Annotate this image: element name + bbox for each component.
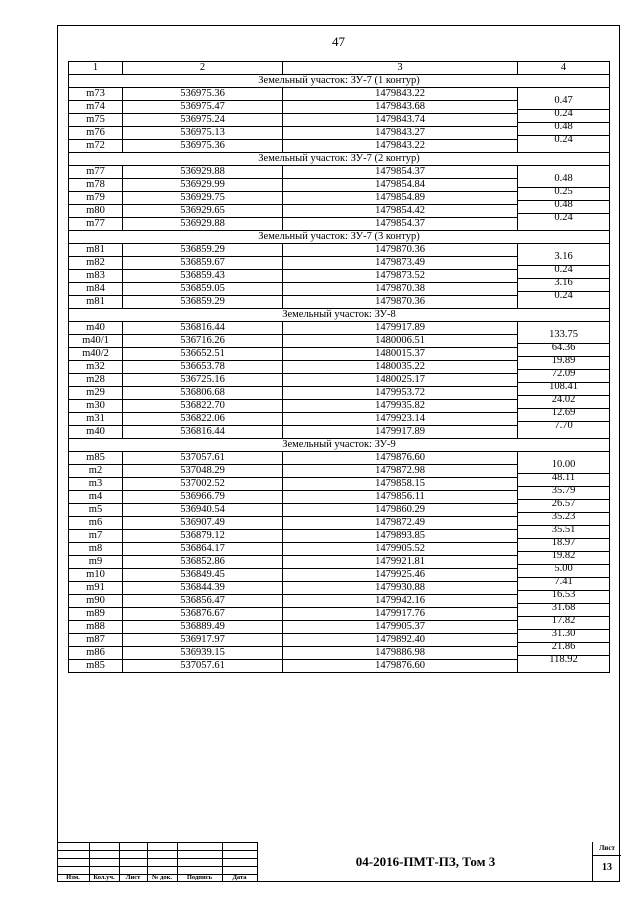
point-id: m3 [69, 478, 123, 490]
x-coordinate: 536917.97 [123, 634, 283, 646]
table-row [69, 569, 518, 582]
y-coordinate: 1479917.76 [283, 608, 518, 620]
y-coordinate: 1479854.89 [283, 192, 518, 204]
x-coordinate: 536806.68 [123, 387, 283, 399]
point-id: m9 [69, 556, 123, 568]
distance-value: 48.11 [551, 472, 576, 483]
title-block-grid [57, 842, 257, 882]
y-coordinate: 1480006.51 [283, 335, 518, 347]
y-coordinate: 1480015.37 [283, 348, 518, 360]
section-row [69, 309, 610, 322]
y-coordinate: 1479925.46 [283, 569, 518, 581]
distance-value: 0.48 [554, 173, 573, 184]
point-id: m86 [69, 647, 123, 659]
y-coordinate: 1479892.40 [283, 634, 518, 646]
x-coordinate: 536879.12 [123, 530, 283, 542]
distance-value: 10.00 [551, 459, 576, 470]
x-coordinate: 536859.05 [123, 283, 283, 295]
y-coordinate: 1479873.49 [283, 257, 518, 269]
title-block-label: Дата [232, 874, 247, 881]
point-id: m8 [69, 543, 123, 555]
table-row [69, 660, 518, 673]
y-coordinate: 1479854.42 [283, 205, 518, 217]
x-coordinate: 537057.61 [123, 452, 283, 464]
distance-value: 0.24 [554, 212, 573, 223]
section-title: Земельный участок: ЗУ-7 (2 контур) [69, 153, 610, 165]
table-row [69, 647, 518, 660]
section-row [69, 231, 610, 244]
x-coordinate: 536849.45 [123, 569, 283, 581]
y-coordinate: 1479942.16 [283, 595, 518, 607]
point-id: m40 [69, 322, 123, 334]
table-row [69, 257, 518, 270]
point-id: m84 [69, 283, 123, 295]
table-row [69, 127, 518, 140]
point-id: m72 [69, 140, 123, 152]
x-coordinate: 536716.26 [123, 335, 283, 347]
distance-value: 16.53 [551, 589, 576, 600]
point-id: m76 [69, 127, 123, 139]
y-coordinate: 1479870.38 [283, 283, 518, 295]
table-row [69, 465, 518, 478]
title-block-label: Кол.уч. [93, 874, 115, 881]
distance-value: 19.89 [551, 355, 576, 366]
distance-column [518, 322, 610, 439]
y-coordinate: 1479843.27 [283, 127, 518, 139]
x-coordinate: 536844.39 [123, 582, 283, 594]
table-row [69, 192, 518, 205]
distance-value: 24.02 [551, 394, 576, 405]
distance-value: 21.86 [551, 641, 576, 652]
table-row [69, 114, 518, 127]
table-row [69, 101, 518, 114]
table-row [69, 205, 518, 218]
y-coordinate: 1479872.49 [283, 517, 518, 529]
y-coordinate: 1479858.15 [283, 478, 518, 490]
section-title: Земельный участок: ЗУ-9 [69, 439, 610, 451]
distance-value: 3.16 [554, 277, 573, 288]
x-coordinate: 536864.17 [123, 543, 283, 555]
table-row [69, 335, 518, 348]
distance-value: 31.68 [551, 602, 576, 613]
y-coordinate: 1479843.22 [283, 88, 518, 100]
y-coordinate: 1479876.60 [283, 452, 518, 464]
distance-column [518, 166, 610, 231]
distance-value: 35.23 [551, 511, 576, 522]
page-number: 47 [332, 34, 345, 49]
section-row [69, 153, 610, 166]
y-coordinate: 1479923.14 [283, 413, 518, 425]
point-id: m90 [69, 595, 123, 607]
x-coordinate: 536939.15 [123, 647, 283, 659]
point-id: m30 [69, 400, 123, 412]
section-group [69, 244, 610, 309]
section-title: Земельный участок: ЗУ-7 (3 контур) [69, 231, 610, 243]
point-id: m2 [69, 465, 123, 477]
distance-value: 118.92 [549, 654, 578, 665]
table-row [69, 556, 518, 569]
x-coordinate: 537057.61 [123, 660, 283, 672]
header-cell: 3 [283, 62, 518, 74]
y-coordinate: 1479843.68 [283, 101, 518, 113]
header-cell: 4 [518, 62, 610, 74]
table-row [69, 426, 518, 439]
point-id: m91 [69, 582, 123, 594]
table-row [69, 244, 518, 257]
distance-value: 0.48 [554, 121, 573, 132]
distance-value: 0.25 [554, 186, 573, 197]
coordinates-table [68, 61, 610, 673]
y-coordinate: 1479893.85 [283, 530, 518, 542]
point-id: m81 [69, 244, 123, 256]
distance-value: 0.47 [554, 95, 573, 106]
section-title: Земельный участок: ЗУ-7 (1 контур) [69, 75, 610, 87]
point-id: m85 [69, 660, 123, 672]
point-id: m6 [69, 517, 123, 529]
distance-value: 35.51 [551, 524, 576, 535]
table-row [69, 400, 518, 413]
x-coordinate: 536975.36 [123, 140, 283, 152]
y-coordinate: 1479905.52 [283, 543, 518, 555]
table-row [69, 296, 518, 309]
y-coordinate: 1479873.52 [283, 270, 518, 282]
y-coordinate: 1479930.88 [283, 582, 518, 594]
sheet-label: Лист [599, 844, 615, 852]
point-id: m87 [69, 634, 123, 646]
distance-value: 64.36 [551, 342, 576, 353]
point-id: m81 [69, 296, 123, 308]
point-id: m32 [69, 361, 123, 373]
section-row [69, 439, 610, 452]
table-row [69, 413, 518, 426]
table-row [69, 517, 518, 530]
x-coordinate: 536856.47 [123, 595, 283, 607]
distance-value: 35.79 [551, 485, 576, 496]
title-block-label: № док. [151, 874, 173, 881]
x-coordinate: 536975.36 [123, 88, 283, 100]
point-id: m40/1 [69, 335, 123, 347]
x-coordinate: 536929.99 [123, 179, 283, 191]
y-coordinate: 1479860.29 [283, 504, 518, 516]
y-coordinate: 1479921.81 [283, 556, 518, 568]
point-id: m82 [69, 257, 123, 269]
y-coordinate: 1479917.89 [283, 322, 518, 334]
table-row [69, 621, 518, 634]
table-row [69, 491, 518, 504]
section-row [69, 75, 610, 88]
table-row [69, 361, 518, 374]
distance-value: 3.16 [554, 251, 573, 262]
table-row [69, 595, 518, 608]
y-coordinate: 1479854.37 [283, 166, 518, 178]
x-coordinate: 536816.44 [123, 426, 283, 438]
table-row [69, 166, 518, 179]
table-row [69, 88, 518, 101]
point-id: m89 [69, 608, 123, 620]
y-coordinate: 1479843.74 [283, 114, 518, 126]
point-id: m88 [69, 621, 123, 633]
point-id: m40/2 [69, 348, 123, 360]
point-id: m79 [69, 192, 123, 204]
table-row [69, 140, 518, 153]
table-row [69, 634, 518, 647]
header-row [69, 62, 610, 75]
distance-value: 31.30 [551, 628, 576, 639]
sheet-number: 13 [602, 862, 612, 873]
table-row [69, 452, 518, 465]
x-coordinate: 536940.54 [123, 504, 283, 516]
x-coordinate: 536966.79 [123, 491, 283, 503]
table-row [69, 387, 518, 400]
x-coordinate: 536929.88 [123, 166, 283, 178]
x-coordinate: 536852.86 [123, 556, 283, 568]
x-coordinate: 536822.70 [123, 400, 283, 412]
point-id: m40 [69, 426, 123, 438]
table-row [69, 374, 518, 387]
section-group [69, 88, 610, 153]
distance-column [518, 244, 610, 309]
x-coordinate: 536859.29 [123, 296, 283, 308]
x-coordinate: 536975.13 [123, 127, 283, 139]
section-group [69, 322, 610, 439]
x-coordinate: 536929.65 [123, 205, 283, 217]
distance-column [518, 88, 610, 153]
title-block-label: Подпись [186, 874, 213, 881]
y-coordinate: 1479856.11 [283, 491, 518, 503]
point-id: m7 [69, 530, 123, 542]
x-coordinate: 536975.24 [123, 114, 283, 126]
y-coordinate: 1480025.17 [283, 374, 518, 386]
x-coordinate: 537048.29 [123, 465, 283, 477]
x-coordinate: 536816.44 [123, 322, 283, 334]
y-coordinate: 1479872.98 [283, 465, 518, 477]
x-coordinate: 536725.16 [123, 374, 283, 386]
title-block-label: Изм. [66, 874, 80, 881]
y-coordinate: 1479935.82 [283, 400, 518, 412]
table-row [69, 608, 518, 621]
point-id: m80 [69, 205, 123, 217]
distance-value: 26.57 [551, 498, 576, 509]
distance-value: 7.70 [554, 420, 573, 431]
table-row [69, 270, 518, 283]
distance-value: 12.69 [551, 407, 576, 418]
document-code: 04-2016-ПМТ-ПЗ, Том 3 [257, 842, 593, 882]
y-coordinate: 1479876.60 [283, 660, 518, 672]
point-id: m10 [69, 569, 123, 581]
x-coordinate: 537002.52 [123, 478, 283, 490]
header-cell: 1 [69, 62, 123, 74]
y-coordinate: 1479886.98 [283, 647, 518, 659]
x-coordinate: 536822.06 [123, 413, 283, 425]
point-id: m31 [69, 413, 123, 425]
table-row [69, 322, 518, 335]
y-coordinate: 1480035.22 [283, 361, 518, 373]
distance-value: 0.24 [554, 264, 573, 275]
y-coordinate: 1479870.36 [283, 296, 518, 308]
x-coordinate: 536876.67 [123, 608, 283, 620]
point-id: m83 [69, 270, 123, 282]
point-id: m78 [69, 179, 123, 191]
x-coordinate: 536929.75 [123, 192, 283, 204]
distance-value: 0.48 [554, 199, 573, 210]
point-id: m29 [69, 387, 123, 399]
x-coordinate: 536859.67 [123, 257, 283, 269]
y-coordinate: 1479843.22 [283, 140, 518, 152]
point-id: m75 [69, 114, 123, 126]
distance-value: 0.24 [554, 290, 573, 301]
table-row [69, 218, 518, 231]
distance-value: 18.97 [551, 537, 576, 548]
distance-value: 0.24 [554, 108, 573, 119]
point-id: m4 [69, 491, 123, 503]
distance-value: 17.82 [551, 615, 576, 626]
y-coordinate: 1479854.84 [283, 179, 518, 191]
distance-value: 0.24 [554, 134, 573, 145]
point-id: m5 [69, 504, 123, 516]
table-row [69, 543, 518, 556]
point-id: m77 [69, 166, 123, 178]
title-block-label: Лист [125, 874, 141, 881]
distance-column [518, 452, 610, 673]
y-coordinate: 1479905.37 [283, 621, 518, 633]
table-row [69, 504, 518, 517]
distance-value: 7.41 [554, 576, 573, 587]
point-id: m77 [69, 218, 123, 230]
sheet-box [592, 842, 621, 882]
x-coordinate: 536653.78 [123, 361, 283, 373]
distance-value: 19.82 [551, 550, 576, 561]
y-coordinate: 1479917.89 [283, 426, 518, 438]
x-coordinate: 536859.29 [123, 244, 283, 256]
section-title: Земельный участок: ЗУ-8 [69, 309, 610, 321]
title-block [57, 842, 620, 882]
x-coordinate: 536907.49 [123, 517, 283, 529]
table-row [69, 283, 518, 296]
x-coordinate: 536929.88 [123, 218, 283, 230]
table-row [69, 478, 518, 491]
point-id: m28 [69, 374, 123, 386]
table-row [69, 348, 518, 361]
table-row [69, 179, 518, 192]
x-coordinate: 536652.51 [123, 348, 283, 360]
header-cell: 2 [123, 62, 283, 74]
table-row [69, 582, 518, 595]
distance-value: 133.75 [549, 329, 578, 340]
distance-value: 5.00 [554, 563, 573, 574]
section-group [69, 452, 610, 673]
x-coordinate: 536889.49 [123, 621, 283, 633]
x-coordinate: 536975.47 [123, 101, 283, 113]
distance-value: 72.09 [551, 368, 576, 379]
y-coordinate: 1479870.36 [283, 244, 518, 256]
point-id: m74 [69, 101, 123, 113]
x-coordinate: 536859.43 [123, 270, 283, 282]
point-id: m85 [69, 452, 123, 464]
distance-value: 108.41 [549, 381, 578, 392]
point-id: m73 [69, 88, 123, 100]
section-group [69, 166, 610, 231]
y-coordinate: 1479854.37 [283, 218, 518, 230]
y-coordinate: 1479953.72 [283, 387, 518, 399]
table-row [69, 530, 518, 543]
